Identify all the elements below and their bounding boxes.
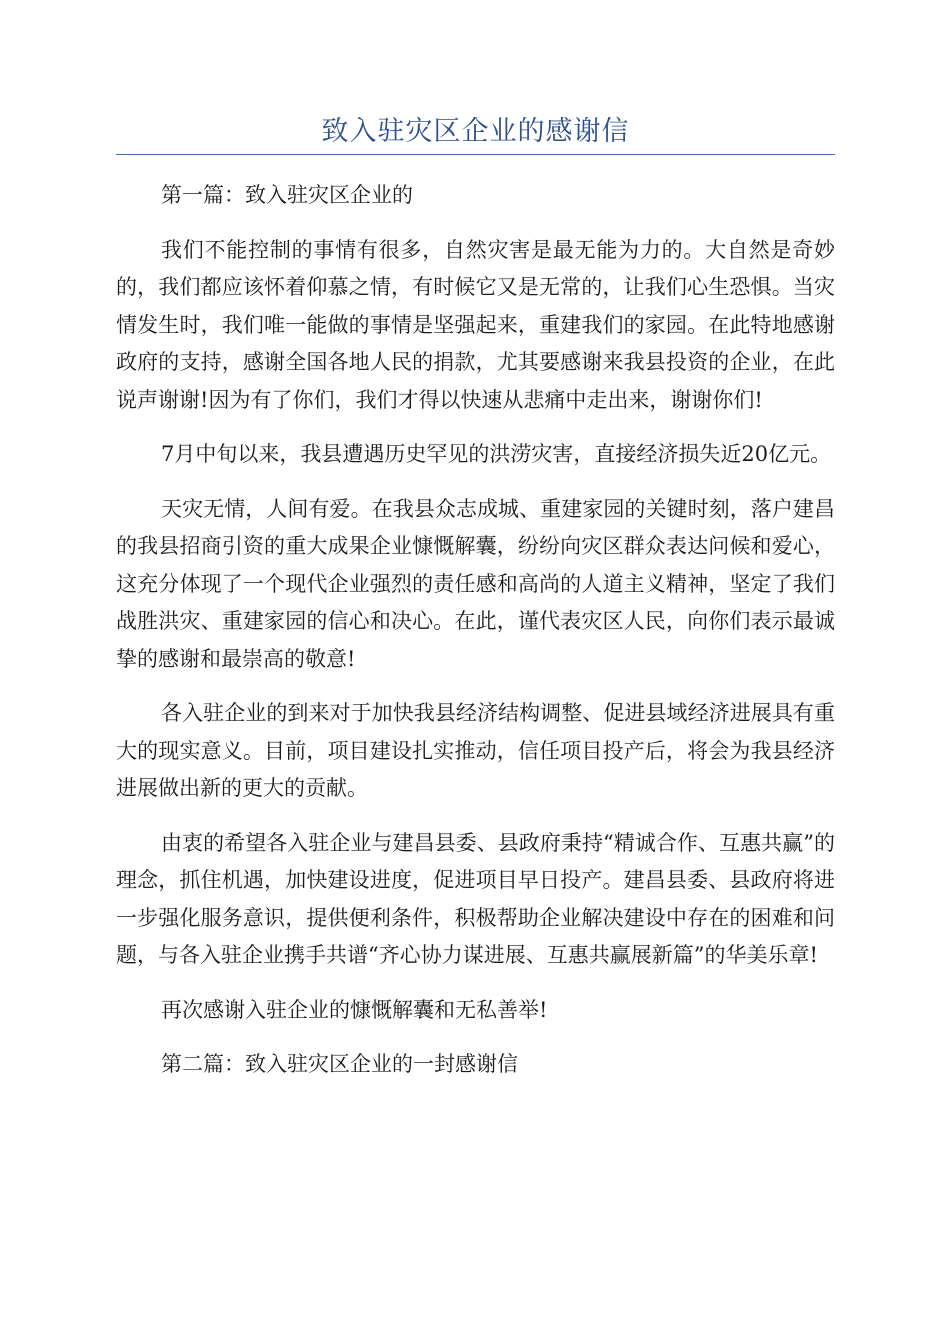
document-body [116,177,835,1101]
section-heading-2: 第二篇：致入驻灾区企业的一封感谢信 [161,1052,518,1076]
paragraph: 天灾无情，人间有爱。在我县众志成城、重建家园的关键时刻，落户建昌的我县招商引资的重大成果企业慷慨解囊，纷纷向灾区群众表达问候和爱心，这充分体现了一个现代企业强烈的责任感和高尚的人道主义精神，坚定了我们战胜洪灾、重建家园的信心和决心。在此，谨代表灾区人民，向你们表示最诚挚的感谢和最崇高的敬意! [116,496,835,671]
paragraph: 我们不能控制的事情有很多，自然灾害是最无能为力的。大自然是奇妙的，我们都应该怀着仰慕之情，有时候它又是无常的，让我们心生恐惧。当灾情发生时，我们唯一能做的事情是坚强起来，重建我们的家园。在此特地感谢政府的支持，感谢全国各地人民的捐款，尤其要感谢来我县投资的企业，在此说声谢谢!因为有了你们，我们才得以快速从悲痛中走出来，谢谢你们! [116,237,835,412]
paragraph: 7月中旬以来，我县遭遇历史罕见的洪涝灾害，直接经济损失近20亿元。 [161,442,832,466]
title-underline [116,154,835,155]
section-heading-1: 第一篇：致入驻灾区企业的 [161,183,413,207]
paragraph: 各入驻企业的到来对于加快我县经济结构调整、促进县域经济进展具有重大的现实意义。目前，项目建设扎实推动，信任项目投产后，将会为我县经济进展做出新的更大的贡献。 [116,701,835,800]
paragraph: 再次感谢入驻企业的慷慨解囊和无私善举! [161,997,548,1022]
document-title: 致入驻灾区企业的感谢信 [321,116,630,147]
paragraph: 由衷的希望各入驻企业与建昌县委、县政府秉持“精诚合作、互惠共赢”的理念，抓住机遇，加快建设进度，促进项目早日投产。建昌县委、县政府将进一步强化服务意识，提供便利条件，积极帮助企业解决建设中存在的困难和问题，与各入驻企业携手共谱“齐心协力谋进展、互惠共赢展新篇”的华美乐章! [116,830,835,967]
